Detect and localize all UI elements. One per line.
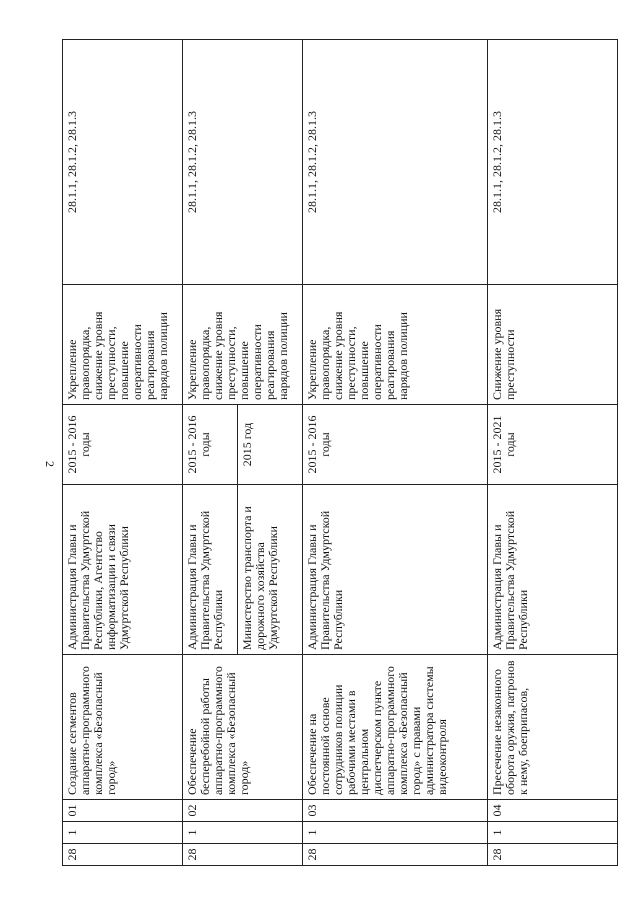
- code-2-cell: 1: [63, 822, 183, 844]
- period-cell: 2015 - 2016 годы: [183, 405, 238, 485]
- code-3-cell: 02: [183, 800, 303, 822]
- code-3-cell: 04: [488, 800, 618, 822]
- result-cell: Укрепление правопорядка, снижение уровня преступности, повышение оперативности реагирования нарядов полиции: [303, 285, 488, 405]
- result-cell: Укрепление правопорядка, снижение уровня преступности, повышение оперативности реагирования нарядов полиции: [63, 285, 183, 405]
- table-row: [488, 40, 618, 866]
- refs-cell: 28.1.1, 28.1.2, 28.1.3: [303, 40, 488, 285]
- measure-cell: Создание сегментов аппаратно-программного комплекса «Безопасный город»: [63, 655, 183, 800]
- code-1-cell: 28: [303, 844, 488, 866]
- period-cell: 2015 год: [238, 405, 303, 485]
- code-3-cell: 03: [303, 800, 488, 822]
- result-cell: Снижение уровня преступности: [488, 285, 618, 405]
- period-cell: 2015 - 2016 годы: [63, 405, 183, 485]
- refs-cell: 28.1.1, 28.1.2, 28.1.3: [183, 40, 303, 285]
- code-3-cell: 01: [63, 800, 183, 822]
- refs-cell: 28.1.1, 28.1.2, 28.1.3: [63, 40, 183, 285]
- measure-cell: Пресечение незаконного оборота оружия, патронов к нему, боеприпасов,: [488, 655, 618, 800]
- period-cell: 2015 - 2021 годы: [488, 405, 618, 485]
- code-2-cell: 1: [488, 822, 618, 844]
- refs-cell: 28.1.1, 28.1.2, 28.1.3: [488, 40, 618, 285]
- code-1-cell: 28: [488, 844, 618, 866]
- code-1-cell: 28: [183, 844, 303, 866]
- executor-cell: Министерство транспорта и дорожного хозяйства Удмуртской Республики: [238, 485, 303, 655]
- table-row: [183, 40, 238, 866]
- measure-cell: Обеспечение на постоянной основе сотрудников полиции рабочими местами в центральном диспетчерском пункте аппаратно-программного комплекса «Безопасный город» с правами администратора системы видеоконтроля: [303, 655, 488, 800]
- executor-cell: Администрация Главы и Правительства Удмуртской Республики: [303, 485, 488, 655]
- executor-cell: Администрация Главы и Правительства Удмуртской Республики, Агентство информатизации и связи Удмуртской Республики: [63, 485, 183, 655]
- code-2-cell: 1: [303, 822, 488, 844]
- program-table: [62, 39, 618, 866]
- table-row: [303, 40, 488, 866]
- page-number: 2: [43, 461, 57, 467]
- table-row: [63, 40, 183, 866]
- code-1-cell: 28: [63, 844, 183, 866]
- result-cell: Укрепление правопорядка, снижение уровня преступности, повышение оперативности реагирования нарядов полиции: [183, 285, 303, 405]
- table-wrapper: [62, 40, 617, 866]
- period-cell: 2015 - 2016 годы: [303, 405, 488, 485]
- measure-cell: Обеспечение бесперебойной работы аппаратно-программного комплекса «Безопасный город»: [183, 655, 303, 800]
- executor-cell: Администрация Главы и Правительства Удмуртской Республики: [488, 485, 618, 655]
- executor-cell: Администрация Главы и Правительства Удмуртской Республики: [183, 485, 238, 655]
- code-2-cell: 1: [183, 822, 303, 844]
